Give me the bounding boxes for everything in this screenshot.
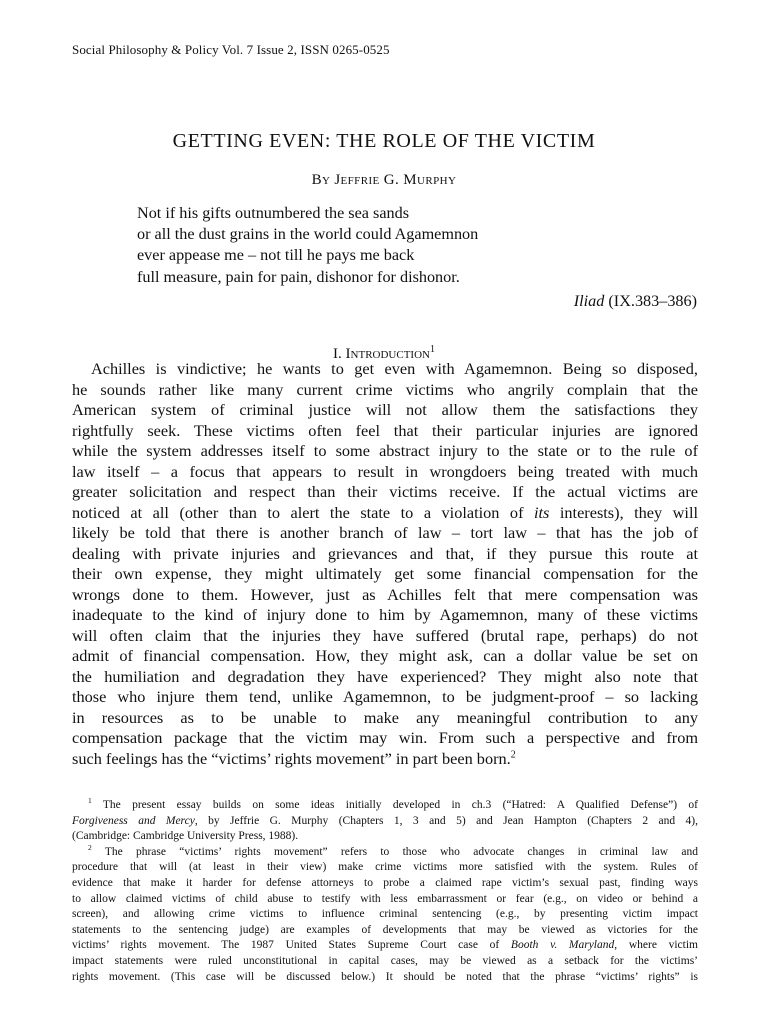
byline-prefix: By [311,172,331,188]
section-number: I. [333,346,342,362]
body-line-segment: interests), they will [549,502,698,522]
epigraph [137,203,697,312]
footnote-ref: 2 [510,749,516,761]
epigraph-citation [137,291,697,312]
body-line: in resources as to be unable to make any meaningful contribution to any [72,707,698,727]
body-line: rightfully seek. These victims often feel that their particular injuries are ignored [72,420,698,440]
footnote-line: rights movement. (This case will be discussed below.) It should be noted that the phrase “victims’ rights” is [72,970,698,983]
footnote-line [72,798,698,814]
footnote-line: to allow claimed victims of child abuse to testify with less embarrassment or fear (e.g., on video or behind a [72,892,698,905]
body-line: compensation package that the victim may win. From such a perspective and from [72,728,698,747]
footnotes [72,798,698,985]
body-line: their own expense, they might ultimately get some financial compensation for the [72,564,698,583]
byline [0,172,768,189]
citation-work: Iliad [573,291,605,310]
footnote-line: statements to the sentencing judge) are examples of developments that may be viewed as victories for the [72,923,698,936]
epigraph-line: full measure, pain for pain, dishonor for dishonor. [137,267,460,286]
book-title: Forgiveness and Mercy [72,814,195,827]
footnote-line [72,842,698,861]
body-line: while the system addresses itself to some abstract injury to the state or to the rule of [72,441,698,460]
body-line: law itself – a focus that appears to result in wrongdoers being treated with much [72,461,698,481]
body-line: dealing with private injuries and grievances and that, if they pursue this route at [72,543,698,563]
case-name: Booth v. Maryland [510,939,615,952]
body-line [72,749,698,770]
body-line: the humiliation and degradation they have experienced? They might also note that [72,666,698,686]
footnote-line: procedure that will (at least in their view) make crime victims more satisfied with the system. Rules of [72,861,698,874]
body-line: likely be told that there is another branch of law – tort law – that has the job of [72,523,698,542]
footnote-line [72,814,698,830]
footnote-mark: 2 [88,842,92,852]
journal-header: Social Philosophy & Policy Vol. 7 Issue 2, ISSN 0265-0525 [72,42,390,57]
footnote-line: screen), and allowing crime victims to influence criminal sentencing (e.g., by presenting victim impact [72,908,698,921]
emphasis: its [534,502,550,522]
article-title: GETTING EVEN: THE ROLE OF THE VICTIM [172,130,596,152]
body-paragraph [72,359,698,769]
section-title: Introduction [345,346,430,362]
footnote-line: evidence that make it harder for defense attorneys to probe a claimed rape victim’s sexual past, finding ways [72,876,698,889]
body-line: admit of financial compensation. How, they might ask, can a dollar value be set on [72,646,698,665]
body-line: he sounds rather like many current crime victims who angrily complain that the [72,379,698,399]
body-line: greater solicitation and respect than their victims receive. If the actual victims are [72,482,698,501]
epigraph-line: or all the dust grains in the world could Agamemnon [137,225,479,244]
body-line [72,503,698,524]
epigraph-line: ever appease me – not till he pays me back [137,246,415,265]
footnote-ref: 1 [429,344,435,355]
footnote-text: victims’ rights movement. The 1987 United States Supreme Court case of [72,939,511,952]
footnote-mark: 1 [88,796,92,806]
byline-author: Jeffrie G. Murphy [334,172,457,188]
footnote-line: (Cambridge: Cambridge University Press, 1988). [72,830,299,843]
epigraph-line: Not if his gifts outnumbered the sea sands [137,204,409,222]
footnote-line: impact statements were ruled unconstitutional in capital cases, may be viewed as a setback for the victims’ [72,954,698,967]
body-line-segment: such feelings has the “victims’ rights movement” in part been born. [72,748,511,768]
body-line: will often claim that the injuries they have suffered (brutal rape, perhaps) do not [72,625,698,645]
body-line: those who injure them tend, unlike Agamemnon, to be judgment-proof – so lacking [72,687,698,706]
footnote-text: , where victim [614,939,698,952]
footnote-text: The phrase “victims’ rights movement” refers to those who advocate changes in criminal law and [91,845,698,858]
citation-ref: (IX.383–386) [608,291,697,310]
body-line-segment: noticed at all (other than to alert the state to a violation of [72,502,534,522]
body-line: wrongs done to them. However, just as Achilles felt that mere compensation was [72,584,698,604]
footnote-line [72,938,698,954]
body-line: Achilles is vindictive; he wants to get even with Agamemnon. Being so disposed, [91,359,698,378]
body-line: American system of criminal justice will not allow them the satisfactions they [72,400,698,419]
footnote-text: , by Jeffrie G. Murphy (Chapters 1, 3 and 5) and Jean Hampton (Chapters 2 and 4), [194,814,698,827]
body-line: inadequate to the kind of injury done to him by Agamemnon, many of these victims [72,605,698,624]
footnote-text: The present essay builds on some ideas initially developed in ch.3 (“Hatred: A Qualified Defense”) of [91,799,698,811]
